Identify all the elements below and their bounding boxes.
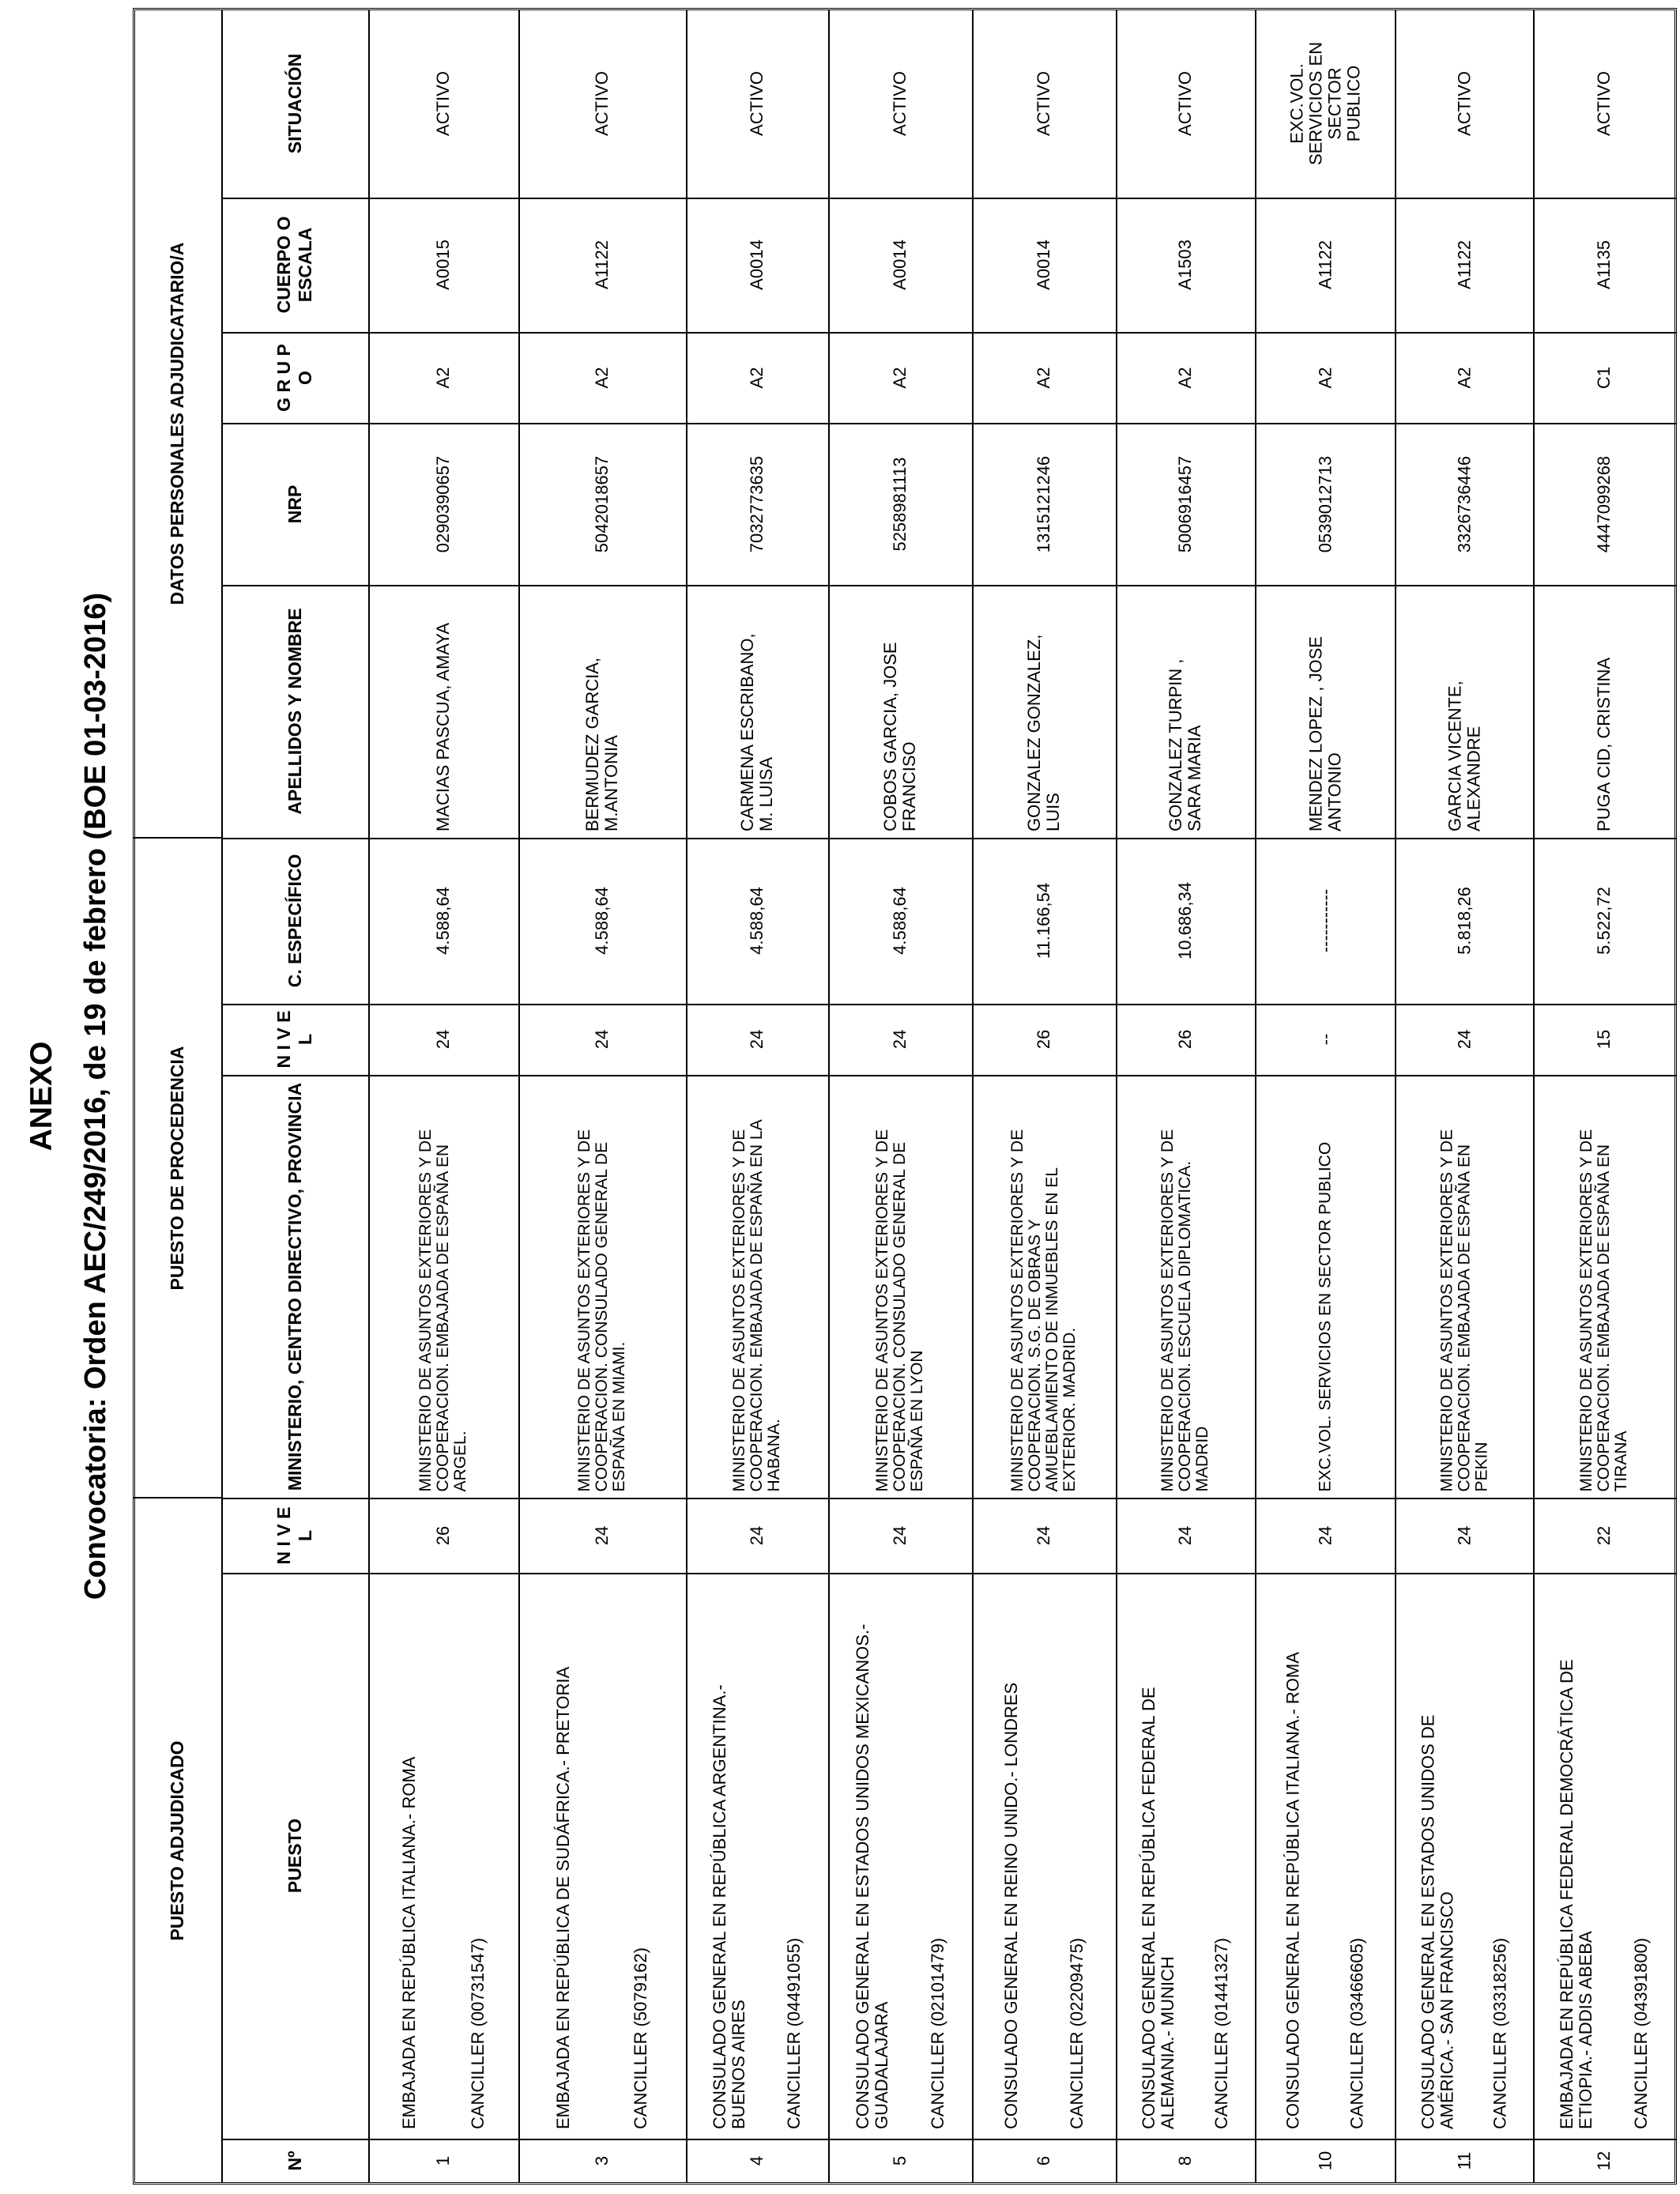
row-grupo: A2 — [1034, 367, 1053, 388]
row-situacion: ACTIVO — [433, 71, 453, 136]
row-nrp: 0290390657 — [433, 455, 453, 552]
row-apellidos: COBOS GARCIA, JOSE FRANCISO — [880, 642, 919, 831]
grid-hline — [221, 838, 1677, 839]
row-nivel-procedencia: 24 — [890, 1029, 910, 1050]
row-ministerio: MINISTERIO DE ASUNTOS EXTERIORES Y DE COOPERACION. EMBAJADA DE ESPAÑA EN LA HABANA. — [730, 1120, 783, 1491]
group-divider — [133, 837, 223, 839]
row-c-especifico: 4.588,64 — [890, 887, 910, 955]
group-divider — [133, 1497, 223, 1498]
puesto-codigo: CANCILLER (04491055) — [784, 1937, 804, 2129]
row-c-especifico: 4.588,64 — [592, 887, 612, 955]
row-nivel-procedencia: 26 — [1175, 1029, 1195, 1050]
row-num: 5 — [890, 2155, 910, 2166]
row-nivel: 24 — [747, 1525, 767, 1545]
row-nivel: 24 — [1034, 1525, 1053, 1545]
row-nivel-procedencia: 15 — [1594, 1029, 1614, 1050]
row-nivel: 22 — [1594, 1525, 1614, 1545]
puesto-codigo: CANCILLER (02209475) — [1066, 1937, 1087, 2129]
page-subtitle: Convocatoria: Orden AEC/249/2016, de 19 de febrero (BOE 01-03-2016) — [79, 592, 112, 1600]
puesto-nombre: EMBAJADA EN REPÚBLICA DE SUDÁFRICA.- PRETORIA — [553, 1666, 573, 2129]
row-ministerio: MINISTERIO DE ASUNTOS EXTERIORES Y DE COOPERACION. CONSULADO GENERAL DE ESPAÑA EN MIAMI. — [575, 1129, 628, 1491]
puesto-cell — [1401, 1582, 1527, 2129]
row-cuerpo: A0014 — [1034, 239, 1053, 290]
row-apellidos: MACIAS PASCUA, AMAYA — [433, 622, 453, 831]
row-apellidos: MENDEZ LOPEZ , JOSE ANTONIO — [1305, 636, 1344, 831]
row-c-especifico: 4.588,64 — [433, 887, 453, 955]
grid-hline — [221, 585, 1677, 586]
row-ministerio: MINISTERIO DE ASUNTOS EXTERIORES Y DE COOPERACION. EMBAJADA DE ESPAÑA EN PEKIN — [1437, 1129, 1490, 1491]
puesto-codigo: CANCILLER (03318256) — [1490, 1937, 1510, 2129]
header-ministerio: MINISTERIO, CENTRO DIRECTIVO, PROVINCIA — [284, 1082, 305, 1491]
row-ministerio: MINISTERIO DE ASUNTOS EXTERIORES Y DE COOPERACION. EMBAJADA DE ESPAÑA EN TIRANA — [1577, 1129, 1630, 1491]
row-apellidos: CARMENA ESCRIBANO, M. LUISA — [737, 633, 776, 831]
row-cuerpo: A0014 — [890, 239, 910, 290]
row-nivel: 24 — [1175, 1525, 1195, 1545]
grid-vline — [221, 9, 223, 2183]
row-c-especifico: 10.686,34 — [1175, 882, 1195, 959]
puesto-cell — [978, 1582, 1109, 2129]
row-nrp: 3326736446 — [1453, 455, 1474, 552]
puesto-nombre: CONSULADO GENERAL EN REINO UNIDO.- LONDRES — [1000, 1682, 1021, 2129]
grid-vline — [828, 9, 830, 2183]
puesto-cell — [1261, 1582, 1388, 2129]
puesto-nombre: CONSULADO GENERAL EN ESTADOS UNIDOS MEXICANOS.- GUADALAJARA — [852, 1623, 891, 2129]
row-situacion: ACTIVO — [1594, 71, 1614, 136]
row-num: 4 — [747, 2155, 767, 2166]
group-header-puesto-procedencia: PUESTO DE PROCEDENCIA — [166, 1046, 187, 1290]
row-grupo: A2 — [1314, 367, 1335, 388]
row-nivel-procedencia: 24 — [1453, 1029, 1474, 1050]
header-cuerpo: CUERPO O ESCALA — [273, 216, 315, 314]
puesto-cell — [1539, 1582, 1669, 2129]
row-c-especifico: 11.166,54 — [1034, 882, 1053, 959]
row-num: 10 — [1314, 2151, 1335, 2171]
row-ministerio: MINISTERIO DE ASUNTOS EXTERIORES Y DE COOPERACION. EMBAJADA DE ESPAÑA EN ARGEL. — [416, 1129, 469, 1491]
row-num: 11 — [1453, 2151, 1474, 2170]
grid-vline — [972, 9, 974, 2183]
row-situacion: ACTIVO — [1175, 71, 1195, 136]
puesto-nombre: CONSULADO GENERAL EN ESTADOS UNIDOS DE AMÉRICA.- SAN FRANCISCO — [1417, 1714, 1456, 2129]
row-nivel: 24 — [1453, 1525, 1474, 1545]
grid-vline — [1116, 9, 1117, 2183]
row-num: 3 — [592, 2155, 612, 2166]
puesto-cell — [525, 1582, 680, 2129]
row-cuerpo: A1122 — [1453, 240, 1474, 289]
grid-hline — [221, 1573, 1677, 1574]
puesto-codigo: CANCILLER (5079162) — [631, 1947, 650, 2129]
row-nrp: 7032773635 — [747, 455, 767, 552]
row-grupo: A2 — [747, 367, 767, 388]
puesto-nombre: CONSULADO GENERAL EN REPÚBLICA ARGENTINA.- BUENOS AIRES — [710, 1684, 748, 2129]
row-num: 8 — [1175, 2155, 1195, 2166]
puesto-codigo: CANCILLER (02101479) — [927, 1937, 947, 2129]
row-ministerio: MINISTERIO DE ASUNTOS EXTERIORES Y DE COOPERACION. CONSULADO GENERAL DE ESPAÑA EN LYON — [873, 1129, 926, 1491]
row-ministerio: MINISTERIO DE ASUNTOS EXTERIORES Y DE COOPERACION. S.G. DE OBRAS Y AMUEBLAMIENTO DE INMUEBLES EN EL EXTERIOR. MADRID. — [1008, 1129, 1079, 1491]
row-nrp: 5006916457 — [1175, 455, 1195, 552]
row-grupo: C1 — [1594, 366, 1614, 389]
grid-hline — [221, 1004, 1677, 1005]
row-nrp: 4447099268 — [1594, 455, 1614, 552]
row-c-especifico: 5.818,26 — [1453, 887, 1474, 955]
puesto-codigo: CANCILLER (03466605) — [1346, 1937, 1366, 2129]
puesto-cell — [375, 1582, 512, 2129]
row-situacion: ACTIVO — [890, 71, 910, 136]
grid-vline — [1255, 9, 1256, 2183]
header-situacion: SITUACIÓN — [284, 53, 305, 154]
row-situacion: ACTIVO — [1453, 71, 1474, 136]
grid-hline — [221, 198, 1677, 199]
grid-vline — [518, 9, 520, 2183]
row-nivel: 24 — [592, 1525, 612, 1545]
row-cuerpo: A1503 — [1175, 239, 1195, 290]
row-apellidos: GONZALEZ TURPIN , SARA MARIA — [1166, 658, 1204, 831]
puesto-codigo: CANCILLER (01441327) — [1211, 1937, 1231, 2129]
grid-hline — [221, 1498, 1677, 1499]
header-nivel: N I V E L — [273, 1506, 315, 1564]
grid-hline — [221, 2139, 1677, 2140]
puesto-nombre: CONSULADO GENERAL EN REPÚBLICA ITALIANA.- ROMA — [1283, 1652, 1303, 2129]
row-cuerpo: A1122 — [592, 240, 612, 289]
row-nivel-procedencia: -- — [1314, 1033, 1335, 1046]
row-cuerpo: A0014 — [747, 239, 767, 290]
header-nivel-procedencia: N I V E L — [273, 1010, 315, 1069]
grid-vline — [368, 9, 370, 2183]
header-puesto: PUESTO — [284, 1818, 305, 1894]
grid-hline — [221, 332, 1677, 334]
puesto-codigo: CANCILLER (00731547) — [467, 1937, 488, 2129]
row-nrp: 0539012713 — [1314, 455, 1335, 552]
row-nivel: 26 — [433, 1525, 453, 1545]
row-num: 12 — [1594, 2151, 1614, 2171]
row-nivel: 24 — [1314, 1525, 1335, 1545]
puesto-cell — [834, 1582, 966, 2129]
grid-vline — [1395, 9, 1396, 2183]
group-header-puesto-adjudicado: PUESTO ADJUDICADO — [166, 1740, 187, 1941]
row-ministerio: EXC.VOL. SERVICIOS EN SECTOR PUBLICO — [1315, 1141, 1334, 1491]
grid-hline — [221, 423, 1677, 424]
row-num: 1 — [433, 2155, 453, 2166]
header-num: Nº — [284, 2151, 305, 2171]
row-c-especifico: 4.588,64 — [747, 887, 767, 955]
row-nivel: 24 — [890, 1525, 910, 1545]
page-title: ANEXO — [24, 1041, 58, 1152]
row-grupo: A2 — [1453, 367, 1474, 388]
puesto-cell — [692, 1582, 822, 2129]
row-apellidos: BERMUDEZ GARCIA, M.ANTONIA — [582, 657, 621, 831]
row-situacion: ACTIVO — [592, 71, 612, 136]
header-apellidos: APELLIDOS Y NOMBRE — [284, 608, 305, 815]
row-nivel-procedencia: 24 — [433, 1029, 453, 1050]
row-num: 6 — [1034, 2155, 1053, 2166]
puesto-cell — [1122, 1582, 1249, 2129]
grid-vline — [1533, 9, 1535, 2183]
row-ministerio: MINISTERIO DE ASUNTOS EXTERIORES Y DE COOPERACION. ESCUELA DIPLOMATICA. MADRID — [1158, 1129, 1211, 1491]
row-c-especifico: 5.522,72 — [1594, 887, 1614, 955]
grid-hline — [221, 1075, 1677, 1076]
puesto-codigo: CANCILLER (04391800) — [1631, 1937, 1651, 2129]
row-cuerpo: A0015 — [433, 239, 453, 290]
group-header-datos-personales: DATOS PERSONALES ADJUDICATARIO/A — [166, 242, 187, 605]
puesto-nombre: EMBAJADA EN REPÚBLICA ITALIANA.- ROMA — [398, 1756, 419, 2129]
row-nivel-procedencia: 26 — [1034, 1029, 1053, 1050]
row-cuerpo: A1135 — [1594, 240, 1614, 289]
row-c-especifico: ----------- — [1314, 888, 1335, 953]
row-situacion: EXC.VOL. SERVICIOS EN SECTOR PUBLICO — [1286, 41, 1363, 166]
row-nivel-procedencia: 24 — [747, 1029, 767, 1050]
row-grupo: A2 — [592, 367, 612, 388]
row-grupo: A2 — [433, 367, 453, 388]
row-apellidos: GARCIA VICENTE, ALEXANDRE — [1444, 680, 1483, 831]
row-nrp: 5258981113 — [890, 456, 910, 552]
puesto-nombre: CONSULADO GENERAL EN REPÚBLICA FEDERAL DE ALEMANIA.- MUNICH — [1139, 1687, 1177, 2129]
grid-vline — [686, 9, 687, 2183]
row-nrp: 5042018657 — [592, 455, 612, 552]
row-cuerpo: A1122 — [1314, 240, 1335, 289]
row-situacion: ACTIVO — [747, 71, 767, 136]
header-nrp: NRP — [284, 484, 305, 523]
puesto-nombre: EMBAJADA EN REPÚBLICA FEDERAL DEMOCRÁTICA DE ETIOPIA.- ADDIS ABEBA — [1557, 1659, 1595, 2129]
header-grupo: G R U P O — [273, 343, 315, 412]
row-situacion: ACTIVO — [1034, 71, 1053, 136]
row-nivel-procedencia: 24 — [592, 1029, 612, 1050]
row-apellidos: GONZALEZ GONZALEZ, LUIS — [1024, 634, 1063, 831]
row-grupo: A2 — [890, 367, 910, 388]
row-apellidos: PUGA CID, CRISTINA — [1594, 657, 1614, 831]
header-c-especifico: C. ESPECÍFICO — [284, 854, 305, 988]
row-nrp: 1315121246 — [1034, 455, 1053, 552]
row-grupo: A2 — [1175, 367, 1195, 388]
